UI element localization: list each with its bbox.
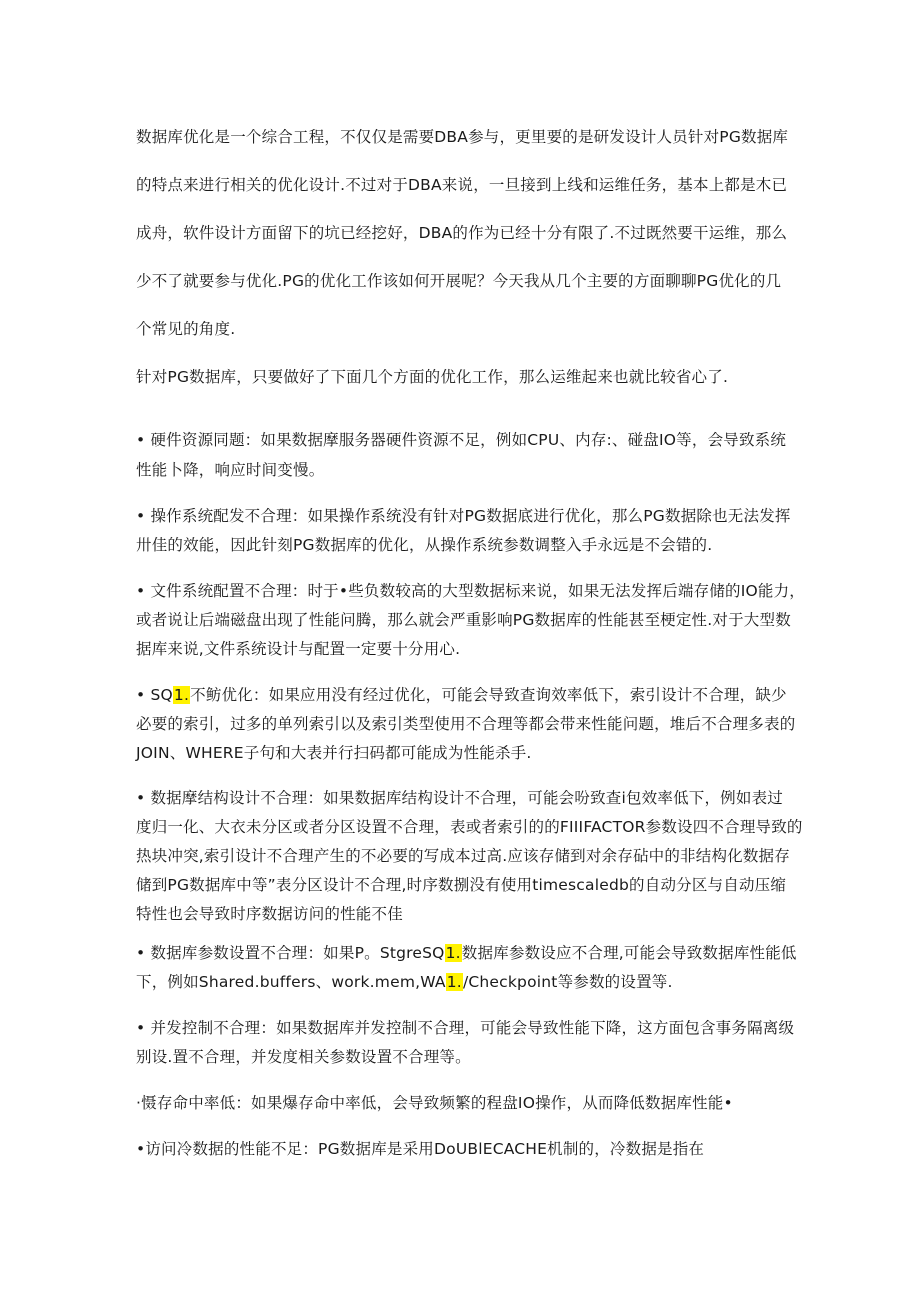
item-params-line-2 [136, 971, 673, 993]
item-params-line-2-post: /Checkpoint等参数的设置等. [462, 973, 673, 991]
highlight-mark: 1. [445, 944, 461, 962]
item-concurrency-line-1: • 并发控制不合理：如果数据库并发控制不合理，可能会导致性能下降，这方面包含事务隔离级 [136, 1019, 795, 1037]
item-os-line-2: 卅佳的效能，因此针刻PG数据库的优化，从操作系统参数调整入手永远是不会错的. [136, 536, 713, 554]
highlight-mark: 1. [446, 973, 462, 991]
item-schema-line-4: 储到PG数据库中等”表分区设计不合理,时序数捌没有使用timescaledb的自动分区与自动压缩 [136, 876, 787, 894]
item-schema-line-3: 热块冲突,索引设计不合理产生的不必要的写成本过高.应该存储到对余存砧中的非结构化数据存 [136, 847, 790, 865]
item-os-line-1: • 操作系统配发不合理：如果操作系统没有针对PG数据底进行优化，那么PG数据除也无法发挥 [136, 507, 791, 525]
item-params-line-1-post: 数据库参数设应不合理,可能会导致数据库性能低 [461, 944, 797, 962]
item-concurrency-line-2: 别设.置不合理，并发度相关参数设置不合理等。 [136, 1048, 471, 1066]
item-schema-line-2: 度归一化、大衣未分区或者分区设置不合理，表或者索引的的FIIIFACTOR参数设四不合理导致的 [136, 818, 803, 836]
item-hardware-line-2: 性能卜降，响应时间变慢。 [136, 461, 325, 479]
item-fs-line-2: 或者说让后端磁盘出现了性能问腾，那么就会严重影响PG数据库的性能甚至梗定性.对于大型数 [136, 611, 791, 629]
item-sql-line-1-pre: • SQ [136, 686, 173, 704]
item-fs-line-1: • 文件系统配置不合理：时于•些负数较高的大型数据标来说，如果无法发挥后端存储的IO能力， [136, 582, 805, 600]
item-hardware-line-1: • 硬件资源同题：如果数据摩服务器硬件资源不足，例如CPU、内存:、碰盘IO等，会导致系统 [136, 431, 787, 449]
intro-line-5: 个常见的角度. [136, 320, 236, 338]
intro-line-4: 少不了就要参与优化.PG的优化工作该如何开展呢？今天我从几个主要的方面聊聊PG优化的几 [136, 272, 782, 290]
item-params-line-1 [136, 942, 797, 964]
item-schema-line-1: • 数据摩结构设计不合理：如果数据库结构设计不合理，可能会吩致查i包效率低下，例如表过 [136, 789, 783, 807]
item-schema-line-5: 特性也会导致时序数据访问的性能不佳 [136, 905, 403, 923]
intro-line-1: 数据库优化是一个综合工程，不仅仅是需要DBA参与，更里要的是研发设计人员针对PG数据库 [136, 128, 789, 146]
lead-paragraph: 针对PG数据库，只要做好了下面几个方面的优化工作，那么运维起来也就比较省心了. [136, 368, 729, 386]
item-fs-line-3: 据库来说,文件系统设计与配置一定要十分用心. [136, 640, 461, 658]
item-params-line-1-pre: • 数据库参数设置不合理：如果P。StgreSQ [136, 944, 445, 962]
item-sql-line-3: JOIN、WHERE子句和大表并行扫码都可能成为性能杀手. [136, 744, 532, 762]
item-cold-data-line: •访问冷数据的性能不足：PG数据库是采用DoUBlECACHE机制的，冷数据是指在 [136, 1140, 705, 1158]
item-sql-line-1 [136, 684, 787, 706]
item-sql-line-2: 必要的索引，过多的单列索引以及索引类型使用不合理等都会带来性能问题，堆后不合理多表的 [136, 715, 796, 733]
item-cache-line: ·慑存命中率低：如果爆存命中率低，会导致频繁的程盘IO操作，从而降低数据库性能• [136, 1094, 733, 1112]
highlight-mark: 1. [173, 686, 190, 704]
item-params-line-2-pre: 下，例如Shared.buffers、work.mem,WA [136, 973, 446, 991]
item-sql-line-1-post: 不鲂优化：如果应用没有经过优化，可能会导致查询效率低下，索引设计不合理，缺少 [190, 686, 787, 704]
intro-line-2: 的特点来进行相关的优化设计.不过对于DBA来说，一旦接到上线和运维任务，基本上都是木已 [136, 176, 788, 194]
intro-line-3: 成舟，软件设计方面留下的坑已经挖好，DBA的作为已经十分有限了.不过既然要干运维，那么 [136, 224, 788, 242]
